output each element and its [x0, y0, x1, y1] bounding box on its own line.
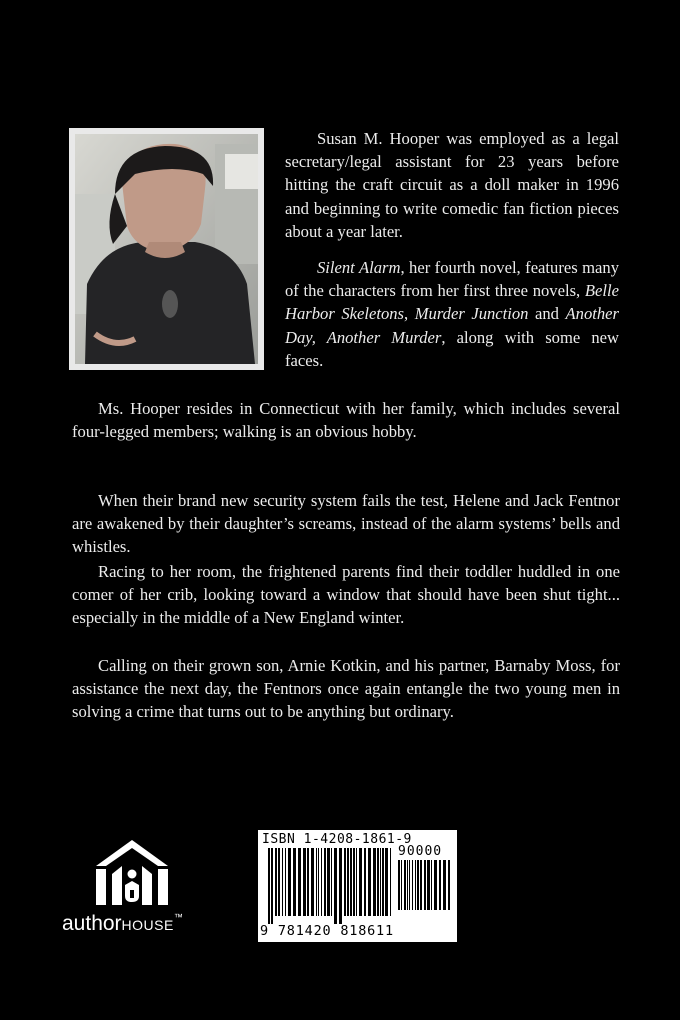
barcode-bar	[424, 860, 426, 910]
barcode-bar	[316, 848, 317, 916]
barcode-bar	[282, 848, 283, 916]
bio-text: ,	[404, 304, 415, 324]
bio-text: , along with some new faces.	[285, 327, 619, 370]
barcode-bar	[347, 848, 349, 916]
barcode-bar	[420, 860, 422, 910]
barcode-bar	[353, 848, 355, 916]
barcode-bar	[334, 848, 337, 924]
barcode-bar	[350, 848, 352, 916]
barcode-bar	[373, 848, 376, 916]
barcode-bar	[268, 848, 270, 924]
publisher-name-house: HOUSE	[121, 917, 174, 933]
book-title-another-day: Another Day, Another Murder	[285, 304, 619, 347]
barcode-bar	[409, 860, 410, 910]
authorhouse-house-icon	[62, 836, 222, 914]
barcode-bar	[439, 860, 441, 910]
barcode-bar	[298, 848, 301, 916]
book-title-murder-junction: Murder Junction	[414, 304, 529, 324]
bio-text: , her fourth novel, features many of the characters from her first three novels,	[285, 258, 619, 301]
barcode-bar	[321, 848, 322, 916]
barcode-bar	[344, 848, 346, 916]
barcode-bar	[311, 848, 314, 916]
barcode-bar	[390, 848, 391, 916]
barcode-bar	[356, 848, 357, 916]
barcode-bar	[339, 848, 342, 924]
barcode-bar	[427, 860, 430, 910]
barcode-bar	[303, 848, 306, 916]
barcode-bar	[275, 848, 277, 916]
barcode-bar	[288, 848, 291, 916]
barcode-bar	[407, 860, 408, 910]
book-title-belle-harbor: Belle Harbor Skeletons	[285, 281, 619, 324]
publisher-trademark: ™	[173, 912, 183, 922]
publisher-name-author: author	[62, 912, 122, 935]
author-photo	[75, 134, 258, 364]
authorhouse-logo	[62, 836, 222, 946]
book-title-silent-alarm: Silent Alarm	[317, 258, 401, 277]
barcode-bar	[404, 860, 406, 910]
barcode-bar	[431, 860, 432, 910]
barcode-bar	[382, 848, 384, 916]
barcode-bar	[331, 848, 332, 916]
barcode-bar	[434, 860, 437, 910]
isbn-label: ISBN 1-4208-1861-9	[262, 832, 412, 847]
barcode-bar	[327, 848, 330, 916]
barcode-bar	[324, 848, 326, 916]
barcode-bar	[359, 848, 362, 916]
barcode-bar	[415, 860, 416, 910]
barcode-bar	[271, 848, 273, 924]
barcode-bar	[385, 848, 388, 916]
barcode-main-bars	[268, 848, 392, 924]
price-code: 90000	[398, 844, 443, 859]
barcode-bar	[318, 848, 319, 916]
blurb-paragraph-2: Racing to her room, the frightened parents find their toddler huddled in one comer of her crib, looking toward a window that should have been shut tight... especially in the middle of a New England winter.	[72, 562, 620, 628]
barcode-bar	[368, 848, 371, 916]
author-photo-frame	[69, 128, 264, 370]
barcode-bar	[307, 848, 309, 916]
barcode-bar	[377, 848, 379, 916]
barcode-bar	[293, 848, 296, 916]
barcode-bar	[401, 860, 402, 910]
bio-paragraph-2	[285, 256, 619, 372]
barcode-bar	[448, 860, 450, 910]
bio-paragraph-1: Susan M. Hooper was employed as a legal secretary/legal assistant for 23 years before hitting the craft circuit as a doll maker in 1996 and beginning to write comedic fan fiction pieces about a year later.	[285, 129, 619, 241]
barcode-bar	[412, 860, 413, 910]
blurb-paragraph-3: Calling on their grown son, Arnie Kotkin, and his partner, Barnaby Moss, for assistance the next day, the Fentnors once again entangle the two young men in solving a crime that turns out to be anything but ordinary.	[72, 656, 620, 722]
ean-digits: 9 781420 818611	[260, 923, 394, 939]
barcode-bar	[417, 860, 419, 910]
barcode-bar	[278, 848, 280, 916]
barcode-bar	[398, 860, 400, 910]
barcode-bar	[364, 848, 366, 916]
barcode-bar	[443, 860, 446, 910]
bio-text: and	[528, 304, 566, 324]
barcode-bar	[380, 848, 381, 916]
barcode-addon-bars	[398, 860, 452, 918]
bio-paragraph-3: Ms. Hooper resides in Connecticut with her family, which includes several four-legged members; walking is an obvious hobby.	[72, 399, 620, 442]
barcode-bar	[285, 848, 286, 916]
blurb-paragraph-1: When their brand new security system fails the test, Helene and Jack Fentnor are awakened by their daughter’s screams, instead of the alarm systems’ bells and whistles.	[72, 491, 620, 557]
isbn-barcode	[258, 830, 457, 942]
